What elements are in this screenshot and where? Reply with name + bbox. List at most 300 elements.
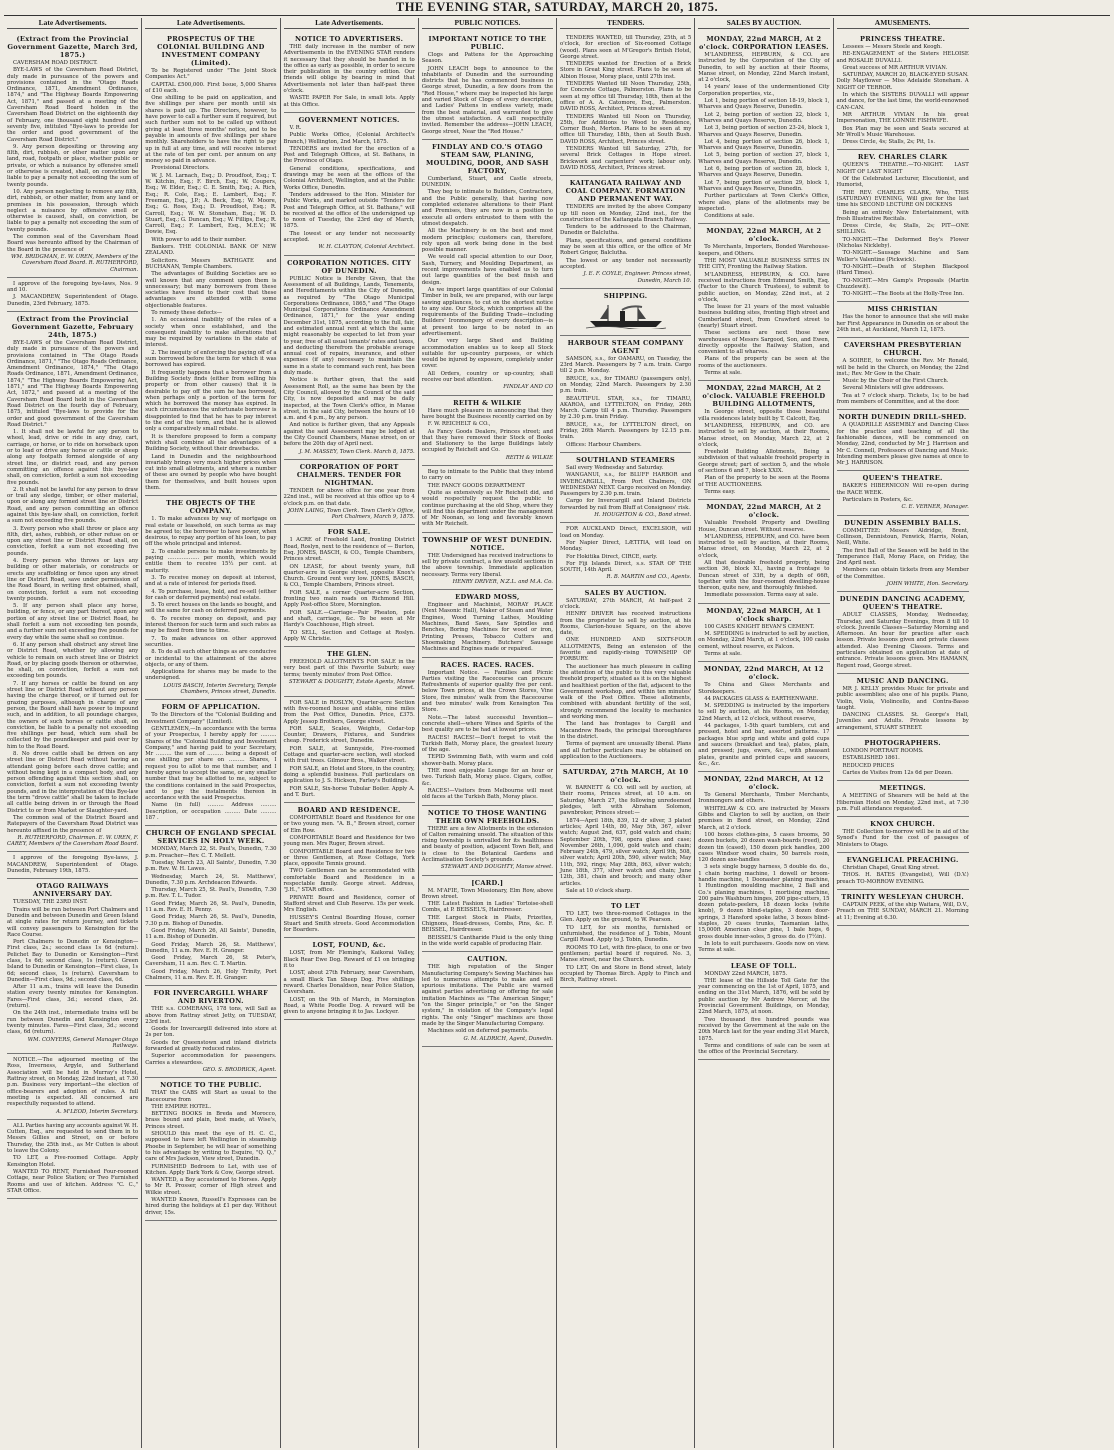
advertisement-text: It frequently happens that a borrower from a Building Society finds (either from selling his property or from other causes) that it is desirable to pay off the sum he has borrowed, when perhaps only a portion of the term for which he borrowed the money has expired. In such circumstances the unfortunate borrower is disappointed to find that he has to pay interest to the end of the term, and that he is allowed only a comparatively small rebate.	[145, 369, 277, 433]
advertisement-text: I approve of the foregoing bye-laws, Nos. 9 and 10.	[7, 280, 139, 294]
advertisement-text: Of the Celebrated Lecturer, Elocutionist, and Humorist,	[836, 176, 969, 189]
advertisement-text: TEPID Swimming Bath, with warm and cold shower-bath. Moray place.	[421, 754, 553, 767]
advertisement-text: HUSSEY'S Central Boarding House, corner Stuart and Smith streets. Good Accommodation for Boarders.	[283, 914, 415, 934]
advertisement-text: THE most enjoyable Lounge for an hour or two. Turkish Bath, Moray place. Cigars, coffee, &c.	[421, 768, 553, 787]
advertisement-text: Lot 5, being portion of section 27, block 1, Wharves and Quays Reserve, Dunedin.	[698, 152, 830, 165]
advertisement	[560, 523, 691, 585]
advertisement-text: All the Machinery is on the best and most modern principles; customers can, therefore, rely upon all work being done in the best possible manner.	[421, 228, 553, 254]
advertisement-title: FOR INVERCARGILL WHARF AND RIVERTON.	[153, 989, 269, 1006]
advertisement-text: Clogs and Pattens for the Approaching Season.	[421, 52, 553, 65]
advertisement-text: The first Ball of the Season will be held in the Temperance Hall, Moray Place, on Friday, the 2nd April next.	[836, 547, 969, 567]
advertisement-text: 5. To erect houses on the lands so bought, and sell the same for cash on deferred payments.	[145, 602, 277, 615]
advertisement-title: DUNEDIN ASSEMBLY BALLS.	[844, 518, 962, 527]
advertisement-text: As Fancy Goods Dealers, Princes street; and that they have removed their Stock of Books and Stationery to the large Buildings lately occupied by Reichelt and Co.	[421, 428, 553, 454]
column-heading: Late Advertisements.	[7, 18, 138, 29]
advertisement-text: TO-NIGHT.—Mrs Gamp's Proposals (Martin Chuzzlewit).	[836, 277, 969, 290]
advertisement-text: SAMSON, s.s., for OAMARU, on Tuesday, the 23rd March. Passengers by 7 a.m. train. Cargo till 2 p.m. Monday.	[560, 355, 692, 375]
advertisement	[560, 32, 691, 176]
advertisement-text: 2. To enable persons to make investments by paying ……………… per month, which would entitle them to receive 15½ per cent. at maturity.	[145, 548, 277, 574]
advertisement-title: CAUTION.	[467, 955, 508, 964]
advertisement-title: THE OBJECTS OF THE COMPANY.	[166, 499, 256, 516]
advertisement-text: BRUCE, s.s., for LYTTELTON direct, on Friday, 26th March. Passengers by 12.15 p.m. train.	[560, 421, 692, 441]
advertisement	[837, 592, 969, 674]
advertisement-text: Terms and conditions of sale can be seen at the office of the Provincial Secretary.	[698, 1042, 830, 1056]
advertisement-text: To General Merchants, Timber Merchants, Ironmongers and others.	[698, 792, 830, 805]
advertisement-text: Being an entirely New Entertainment, with fresh Illustrative Recitals.	[836, 209, 969, 222]
advertisement-text: The advantages of Building Societies are so well known that any comment upon them is unnecessary; but many borrowers from these societies have found to their cost that these advantages are attended with some objectionable features.	[145, 271, 277, 309]
advertisement-text: BYE-LAWS of the Caversham Road District, duly made in pursuance of the powers and provisions contained in the "Otago Roads Ordinance, 1871, Amendment Ordinance, 1874," and "The Highway Boards Empowering Act, 1871," and passed at a meeting of the Caversham Road Board holden in the Caversham Road District on the eighteenth day of February, one thousand eight hundred and seventy five, intituled "Bye-laws to provide for the order and good government of the Caversham Road District."	[7, 67, 139, 143]
advertisement-text: COMFORTABLE Board and Residence for one or two young men. "A. B.," Brown street, corner of Elm Row.	[283, 815, 415, 834]
advertisement-text: TENDERS Wanted till Saturday, 27th, for several Brick Cottages in Hope street. Brickwork and carpenters' work; labour only. DAVID ROSS, Architect, Princes street.	[560, 146, 692, 171]
advertisement-text: Engineer and Machinist, MORAY PLACE (Next Masonic Hall), Maker of Steam and Water Engines, Wood Turning Lathes, Moulding Machines, Band Saws, Saw Spindles and Benches, Boring Machines for wood or iron, Printing Presses, Tobacco Cutters and Shoemaking Machinery. Butchers' Sausage Machines and Engines made or repaired.	[421, 602, 553, 653]
advertisement	[837, 338, 969, 410]
advertisement-text: Provisional Directors.	[151, 165, 210, 172]
advertisement-text: All Orders, country or up-country, shall receive our best attention.	[421, 370, 553, 384]
advertisement	[284, 460, 415, 525]
advertisement-text: 10. Any person neglecting to remove any filth, dirt, rubbish, or other matter, from any land or premises in his possession, through which neglect a nuisance by offensive smell or otherwise is caused, shall, on conviction, be liable to pay a penalty not exceeding the sum of twenty pounds.	[7, 188, 139, 233]
advertisement-text: Have much pleasure in announcing that they have bought the Business recently carried on by	[421, 407, 553, 420]
advertisement-text: Good Friday, March 26, Holy Trinity, Port Chalmers, 11 a.m. Rev. E. H. Granger.	[145, 968, 277, 981]
advertisement-text: Our very large Shed and Building accommodation enables us to keep all Stock suitable for up-country purposes, or which would be injured by exposure, completely under cover.	[421, 338, 553, 370]
advertisement	[837, 150, 969, 302]
advertisement-text: 100 boxes clothes-pins, 5 cases brooms, 50 dozen buckets, 20 dozen wash-boards (reed), 20 dozen tin (cased), 150 dozen pick handles, 200 cases Windsor wood chairs, 50 barrels rosin, 120 dozen axe-handles	[698, 831, 830, 864]
advertisement	[284, 803, 415, 938]
advertisement-text: COMFORTABLE Board and Residence for two young men. Mrs Ruger, Brown street.	[283, 834, 415, 848]
advertisement-signature: A. M'LEOD, Interim Secretary.	[56, 1108, 139, 1115]
advertisement-text: Bankers. THE COLONIAL BANK OF NEW ZEALAND.	[145, 244, 277, 257]
advertisement-text: Sail every Wednesday and Saturday.	[566, 464, 664, 471]
advertisement-title: FOR SALE.	[327, 528, 371, 537]
advertisement-signature: J. M. MASSEY, Town Clerk. March 8, 1875.	[299, 448, 415, 455]
advertisement-text: BEAUTIFUL STAR, s.s., for TIMARU, AKAROA, and LYTTELTON, on Friday, 26th March. Cargo till 4 p.m. Thursday. Passengers by 2.30 p.m. train Friday.	[560, 395, 692, 421]
advertisement-text: M. M'AFIE, Town Missionary, Elm Row, above Brown street.	[421, 887, 553, 900]
advertisement	[560, 336, 691, 453]
advertisement	[145, 1078, 276, 1221]
advertisement-title: MEETINGS.	[879, 784, 926, 793]
advertisement-text: J. MACANDREW, Superintendent of Otago. Dunedin, 23rd February, 1875.	[7, 294, 139, 307]
advertisement-text: THE Undersigned has received instructions to sell by private contract, a few unsold sections in the above township. Immediate application necessary. Terms very liberal.	[421, 552, 553, 578]
advertisement-text: Beg to intimate to the Public that they intend to carry on	[421, 469, 553, 482]
advertisement-text: THE Collection to-morrow will be in aid of the Synod's Fund for the cost of passages of Ministers to Otago.	[836, 829, 969, 848]
advertisement-text: Plans of the property can be seen at the rooms of the auctioneers.	[698, 356, 830, 369]
advertisement	[284, 647, 415, 696]
advertisement-text: LOST, about 27th February, near Caversham, a small Black Tan Sheep Dog. Five shillings reward. Charles Donaldson, near Police Station, Caversham.	[283, 970, 415, 996]
advertisement-title: SHIPPING.	[603, 291, 648, 300]
advertisement-text: The auctioneer has much pleasure in calling the attention of the public to this very valuable freehold property, situated as it is on the highest and healthiest portion of the flat, adjacent to the Government workshop, and within ten minutes' walk of the Post Office. These allotments, combined with abundant fertility of the soil, strongly recommend the locality to mechanics and working men.	[560, 663, 692, 721]
advertisement-text: Lot 7, being portion of section 29, block 1, Wharves and Quays Reserve, Dunedin.	[698, 179, 830, 192]
advertisement-signature: REITH & WILKIE	[505, 454, 553, 461]
advertisement-text: For Fiji Islands Direct, s.s. STAR OF THE SOUTH, 14th April.	[560, 560, 692, 574]
advertisement-text: WASTE PAPER For Sale, in small lots. Apply at this Office.	[283, 95, 415, 108]
advertisement-text: THE EMPIRE HOTEL.	[151, 1103, 212, 1110]
advertisement-signature: FINDLAY AND CO	[503, 384, 553, 391]
advertisement-text: TO LET, for six months, furnished or unfurnished, the residence of J. Tobin, Mount Cargill Road. Apply to J. Tobin, Dunedin.	[560, 924, 692, 944]
advertisement-text: 6. To receive money on deposit, and pay interest thereon for such term and such rates as may be fixed from time to time.	[145, 615, 277, 635]
column-1	[4, 18, 142, 1448]
advertisement-text: F. W. REICHELT & CO.,	[427, 421, 491, 428]
advertisement-text: FOR AUCKLAND Direct, EXCELSIOR, will load on Monday.	[560, 526, 692, 539]
advertisement-text: We would call special attention to our Door, Sash, Turnery, and Moulding Department, as recent improvements have enabled us to turn out large quantities of the best finish and design.	[421, 254, 553, 286]
advertisement-text: 3. Every person who shall throw or place any filth, dirt, ashes, rubbish, or other refuse on or upon any street line or District Road shall, on conviction, forfeit a sum not exceeding five pounds.	[7, 525, 139, 557]
advertisement-text: ALL Parties having any accounts against W. H. Cutten, Esq., are requested to send them in to Messrs Gillies and Street, on or before Thursday, the 25th inst., as Mr Cutten is about to leave the Colony.	[7, 1122, 139, 1155]
advertisement-text: THE daily increase in the number of new Advertisements in the EVENING STAR renders it necessary that they should be handed in to the office as early as possible, in order to secure their publication in the country edition. Our friends will oblige by bearing in mind that Advertisements not later than half-past three o'clock.	[283, 44, 415, 95]
advertisement-text: Tenders addressed to the Hon. Minister for Public Works, and marked outside "Tenders for Post and Telegraph Office, at St. Bathans," will be received at the office of the undersigned up to noon of Tuesday, the 23rd day of March, 1875.	[283, 191, 415, 230]
advertisement-text: W. J. M. Larnach, Esq.; D. Proudfoot, Esq.; T. W. Kitchin, Esq.; F. Birch, Esq.; W. Coupers, Esq.; W. Elder, Esq.; C. E. Smith, Esq.; A. Rich, Esq.; R. Cole, Esq.; E. Lambert, Esq.; F. Freeman, Esq., J.P.; A. Beck, Esq.; W. Moore, Esq.; G. Ross, Esq.; D. Proudfoot, Esq.; R. Carroll, Esq.; W. W. Stoneham, Esq.; W. D. Stuart, Esq.; G. Duncan, Esq.; W. Fillips, Esq.; R. Carroll, Esq.; F. Lambert, Esq., M.E.V.; W. Dowie, Esq.	[145, 172, 277, 236]
advertisement	[7, 312, 138, 852]
advertisement-text: Cumberland, Stuart, and Castle streets, DUNEDIN.	[421, 175, 553, 189]
advertisement-text: 1 ACRE of Freehold Land, fronting District Road, Roslyn, next to the residence of — Burton, Esq. JONES, BASCH, & CO., Temple Chambers, Princes street.	[283, 537, 415, 563]
advertisement-title: LOST, FOUND, &c.	[312, 941, 386, 950]
advertisement-text: Thursday, March 25, St. Paul's, Dunedin, 7.30 p.m. Rev. T. L. Tudor.	[145, 887, 277, 900]
advertisement-text: LOST, on the 9th of March, in Mornington Road, a White Poodle Dog. A reward will be given to anyone bringing it to Jas. Lockyer.	[283, 996, 415, 1016]
advertisement-text: 4. Every person who throws or lays any building or other materials, or constructs or erects any scaffolding or fence upon any street line or District Road, save under permission of the Road Board, in writing first obtained, shall, on conviction, forfeit a sum not exceeding twenty pounds.	[7, 558, 139, 602]
advertisement-text: Sale at 10 o'clock sharp.	[566, 887, 632, 894]
advertisement-text: 1. An occasional inability of the rules of a society when once established, and the consequent inability to make alterations that may be required by variations in the state of interest.	[145, 317, 277, 349]
advertisement-text: FOR SALE, Scales, Weights, Cedar-top Counter, Drawers, Fixtures, and Sundries cheap. Frederick street, Dunedin.	[283, 725, 415, 745]
advertisement-text: Lot 4, being portion of section 26, block 1, Wharves and Quays Reserve, Dunedin.	[698, 138, 830, 152]
advertisement-text: Good Friday, March 26, All Saints', Dunedin, 11 a.m. Bishop of Dunedin.	[145, 927, 277, 941]
column-7	[834, 18, 972, 1448]
advertisement-text: Two thousand five hundred pounds was received by the Government at the sale on the 20th March last for the year ending 31st March, 1875.	[698, 1016, 830, 1042]
advertisement-text: BRUCE, s.s., for TIMARU (passengers only), on Monday, 22nd March. Passengers by 2.30 p.m. train.	[560, 375, 692, 395]
advertisement-text: CAPTAIN PEEK, of the ship Waitara, Will, D.V., Preach on THE SUNDAY, MARCH 21. Morning at 11; Evening at 6.30.	[836, 901, 969, 921]
advertisement	[560, 586, 691, 765]
advertisement-text: And notice is further given, that any Appeals against the said Assessment may be lodged at the City Council Chambers, Manse street, on or before the 20th day of April next.	[283, 422, 415, 448]
advertisement-text: Good Friday, March 26, St Peter's, Caversham, 11 a.m. Rev. C. T. Martin.	[145, 955, 277, 968]
advertisement	[698, 772, 829, 958]
advertisement-text: Box Plan may be seen and Seats secured at Mr Wroll's Music Warehouse.	[836, 125, 969, 138]
advertisement	[422, 140, 553, 396]
column-heading: Late Advertisements.	[145, 18, 276, 29]
advertisement-text: They beg to intimate to Builders, Contractors, and the Public generally, that having now completed extensive alterations to their Plant and Premises, they are now in a position to execute all orders entrusted to them with the utmost despatch.	[421, 189, 553, 227]
advertisement-text: Goods for Queenstown and inland districts forwarded at greatly reduced rates.	[145, 1039, 277, 1053]
advertisement-text: ROOMS TO Let, with fire-place, to one or two gentlemen; partial board if required. No. 3, Manse street, near the Church.	[560, 944, 692, 964]
advertisement-text: 7. To make advances on other approved securities.	[145, 635, 277, 648]
advertisement	[837, 674, 969, 736]
advertisement-text: M'LANDRESS, HEPBURN, & CO. have received instructions from Edmund Smith, Esq. (Factor to the Church Trustees), to submit to public auction, on Monday, 22nd inst., at 2 o'clock,	[698, 271, 830, 303]
advertisement	[422, 590, 553, 657]
advertisement	[422, 658, 553, 806]
advertisement	[284, 938, 415, 1020]
advertisement-signature: R. B. MARTIN and CO., Agents.	[606, 574, 692, 581]
advertisement-text: Cartes de Visites from 12s 6d per Dozen.	[842, 769, 953, 776]
advertisement-title: MONDAY, 22nd MARCH, At 12 o'clock.	[703, 665, 824, 682]
advertisement-text: Plan of the property to be seen at the Rooms of THE AUCTIONEERS.	[698, 475, 830, 488]
advertisement-text: 1874—April 18th, 839, 12 dr silver, 3 plated articles; April 14th, 80, May 5th, 367, silver watch; August 2nd, 637, gold watch and chain; September 20th, 798, opera glass and case; November 26th, 1,090, gold watch and chain; February 24th, 479, silver watch; April 9th, 508, silver watch; April 20th, 590, silver watch; May 11th, 592, rings; May 28th, 863, silver watch; June 18th, 377, silver watch and chain; June 12th, 381, chain and brooch; and many other articles.	[560, 817, 692, 887]
column-heading: Late Advertisements.	[284, 18, 415, 29]
advertisement-text: To Merchants, Importers, Bonded Warehouse-keepers, and Others.	[698, 244, 830, 257]
advertisement-text: A SOIREE, to welcome the Rev. Mr Ronald, will be held in the Church, on Monday, the 22nd inst.; Rev. Mr Gow in the Chair.	[836, 358, 969, 377]
advertisement-text: A QUADRILLE ASSEMBLY and Dancing Class for the practice and teaching of all the fashionable dances, will be commenced on Monday, 22nd, conducted by Mr J. Harrison and Mr C. Connell, Professors of Dancing and Music. Intending members please give names at once to Mr J. HARRISON.	[836, 422, 969, 467]
advertisement-text: Lot 6, being portion of section 28, block 1, Wharves and Quays Reserve, Dunedin.	[698, 166, 830, 179]
advertisement	[7, 879, 138, 1054]
advertisement-signature: STEWART AND DOUGHTY, Manse street.	[440, 864, 553, 871]
advertisement-text: QUEEN'S THEATRE.—TO-NIGHT. LAST NIGHT OF LAST NIGHT	[836, 162, 969, 175]
advertisement-text: Name (in full) ……… Address ……… Description, or occupation ……… Date ……… 187 .	[145, 802, 277, 822]
advertisement-title: GOVERNMENT NOTICES.	[298, 115, 400, 124]
advertisement-text: Important Notice. — Families and Picnic Parties visiting the Racecourse can procure Refreshments of superior quality five per cent. below Town prices, at the Crown Stores, Vine Store, five minutes' walk from the Racecourse and two minutes' walk from Kensington Tea Store.	[421, 669, 553, 714]
advertisement-text: TO-NIGHT.—Sausage Machine and Sam Weller's Valentine (Pickwick).	[836, 250, 969, 263]
advertisement-signature: STEWART & DOUGHTY, Estate Agents, Manse street.	[288, 679, 415, 692]
advertisement-title: FORM OF APPLICATION.	[161, 703, 261, 712]
advertisement-text: On the 24th inst., intermediate trains will be run between Dunedin and Kensington every twenty minutes. Fares—First class, 3d.; second class, 6d (return).	[7, 1010, 139, 1036]
advertisement-text: 7. If any horses or cattle be found on any street line or District Road without any person having the charge thereof, or if turned out for grazing purposes, although in charge of any person, the Board shall have power to impound such, and in addition, to all poundage charges, the owners of such horses or cattle shall, on conviction, be liable to a penalty not exceeding five shillings per head, which sum shall be collected by the poundkeeper and paid over by him to the Road Board.	[7, 680, 139, 750]
advertisement-title: EDWARD MOSS,	[455, 593, 520, 602]
advertisement-text: MR J. KELLY provides Music for private and public assemblies; also one of his pupils. Piano, Violin, Viola, Violincello, and Contra-Basso taught.	[836, 685, 969, 711]
advertisement-text: TO LET, a Five-roomed Cottage. Apply Kensington Hotel.	[7, 1155, 139, 1168]
advertisement-title: EVANGELICAL PREACHING.	[846, 856, 959, 865]
advertisement-title: NORTH DUNEDIN DRILL-SHED.	[838, 413, 967, 422]
advertisement-text: NOTICE.—The adjourned meeting of the Ross, Inverness, Argyle, and Sutherland Association will be held in Murray's Hotel, Rattray street, on Monday, 22nd instant, at 7.30 p.m. Business very important—the election of office-bearers and adoption of rules. A full meeting is expected. All concerned are respectfully requested to attend.	[7, 1057, 139, 1108]
advertisement-text: THE REV. CHARLES CLARK, Who, THIS (SATURDAY) EVENING, Will give for the last time his SECOND LECTURE ON DICKENS	[836, 189, 969, 209]
steamship-illustration	[586, 303, 666, 329]
column-heading: PUBLIC NOTICES.	[422, 18, 553, 29]
advertisement-text: Good Friday, March 26, St. Matthews', Dunedin, 11 a.m. Rev. E. H. Granger.	[145, 941, 277, 954]
columns	[4, 18, 1110, 1448]
advertisement-text: 3 sets single buggy harness, 5 double do. do., 1 chain boring machine, 1 dowell or broom-handle machine, 1 Doonaster planing machine, 1 Huntingdon moulding machine, 2 Ball and Co.'s planing machines, 1 mortising machine, 200 pairs Washburn hinges, 200 pipe-cutters, 15 dozen potato-peelers, 18 dozen locks (white knob), 9 dozen blind-staples, 3 dozen door-springs, 3 Hansford spoke lathe, 3 boxes blind-staples, 20 cases trunks, Tasmanian laths, 15,000ft American clear pine, 1 bale hops, 6 gross double inner-soles, 5 gross do. do (7½in).	[698, 864, 830, 940]
advertisement-text: LOST, from Mr Fleming's, Kaikorai Valley, Black Rear Ewe Dog. Reward of £1 on bringing it to	[283, 950, 415, 970]
advertisement-text: In which the SISTERS DUVALLI will appear and dance, for the last time, the world-renowned CAN-CAN.	[836, 92, 969, 111]
advertisement-signature: WM. BRIDGMAN, E. W. UREN, Members of the Caversham Road Board. R. RUTHERFORD, Chairman.	[11, 253, 139, 273]
advertisement-text: FREEHOLD ALLOTMENTS FOR SALE in the very best part of this Favorite Suburb; easy terms; twenty minutes' from Post Office.	[283, 659, 415, 678]
advertisement-text: RACES!—Visitors from Melbourne will meet old faces at the Turkish Bath, Moray place.	[421, 787, 553, 801]
advertisement-title: NOTICE TO ADVERTISERS.	[295, 35, 404, 43]
advertisement-text: 8. No drove cattle shall be driven on any street line or District Road without having an attendant going before each drove cattle; and without being kept in a compact body, and any person offending against this section shall, on conviction, forfeit a sum not exceeding twenty pounds, and in the interpretation of this Bye-law the term "drove cattle" shall be taken to include all cattle being driven in or through the Road District to or from Market or Slaughter-yard.	[7, 750, 139, 814]
advertisement-text: SATURDAY, 27th MARCH, At half-past 2 o'clock.	[560, 597, 692, 610]
advertisement-title: IMPORTANT NOTICE TO THE PUBLIC.	[428, 35, 547, 51]
advertisement-text: Trains will be run between Port Chalmers and Dunedin and between Dunedin and Green Island at single rates for return journey, and tickets will convey passengers to Kensington for the Race Course.	[7, 906, 139, 938]
advertisement-title: DUNEDIN DANCING ACADEMY, QUEEN'S THEATRE.	[839, 595, 966, 612]
advertisement-title: THE GLEN.	[326, 650, 372, 659]
column-2	[142, 18, 280, 1448]
masthead: THE EVENING STAR, SATURDAY, MARCH 20, 1875.	[395, 0, 719, 14]
advertisement-title: [CARD.]	[471, 878, 504, 887]
advertisement	[7, 852, 138, 879]
advertisement	[698, 500, 829, 604]
advertisement-text: CAPITAL £500,000. First Issue, 5,000 Shares of £10 each.	[145, 81, 277, 94]
advertisement	[698, 381, 829, 500]
advertisement-text: TO-NIGHT.—The Deformed Boy's Flower (Nicholas Nickleby).	[836, 236, 969, 250]
advertisement-text: BYE-LAWS of the Caversham Road District, duly made in pursuance of the powers and provisions contained in "The Otago Roads Ordinance, 1871," "The Otago Roads Ordinance, Amendment Ordinance, 1874," "The Otago Roads Ordinance, 1871, Amendment Ordinance, 1874," "The Highway Boards Empowering Act, 1871," and "The Highway Boards Empowering Act, 1872," and passed at a meeting of the Caversham Road Board held in the Caversham Road District on the fourth day of February, 1875, intituled "Bye-laws to provide for the order and good government of the Caversham Road District."	[7, 339, 139, 428]
advertisement	[284, 525, 415, 647]
advertisement-text: Further particulars at Town Clerk's Office, where also, plans of the allotments may be inspected.	[698, 193, 830, 212]
advertisement-text: To China and Glass Merchants and Storekeepers.	[698, 682, 830, 695]
advertisement-text: Particulars in Posters, &c.	[842, 497, 913, 504]
advertisement-title: LEASE OF TOLL.	[730, 961, 797, 970]
advertisement-text: THE s.s. COMERANG, 178 tons, will Sail as above from Rattray street Jetty, on TUESDAY, 23rd inst.	[145, 1006, 277, 1025]
advertisement-text: BAKER'S HIBERNICON Will re-open during the RACE WEEK.	[836, 483, 969, 496]
advertisement-text: Offices: Harbour Chambers.	[566, 441, 642, 448]
advertisement-text: TENDERS are invited for the erection of a Post and Telegraph Offices, at St. Bathans, in the Province of Otago.	[283, 145, 415, 165]
advertisement	[560, 453, 691, 523]
advertisement-title: QUEEN'S THEATRE.	[862, 474, 943, 483]
advertisement-signature: H. HOUGHTON & CO., Bond street.	[594, 512, 692, 519]
advertisement	[145, 826, 276, 986]
advertisement-text: TENDERS wanted for Erection of a Brick Store in Great King street. Plans to be seen at Albion House, Moray place, until 27th inst.	[560, 61, 692, 80]
column-6	[695, 18, 833, 1448]
advertisement	[422, 806, 553, 876]
advertisement-signature: JOHN LAING, Town Clerk. Town Clerk's Office, Port Chalmers, March 9, 1875.	[287, 507, 415, 521]
advertisement-title: PROSPECTUS OF THE COLONIAL BUILDING AND INVESTMENT COMPANY (Limited).	[157, 35, 265, 67]
advertisement-text: FOR SALE in ROSLYN, Quarter-acre Section with five-roomed house and stable, nine miles from the Post Office, Dunedin. Price, £375. Apply Jessop Brothers, George street.	[283, 699, 415, 725]
advertisement-text: TENDERS Wanted till Noon on Thursday, 25th, for Additions to Wood to Residence, Corner Bush, Merton. Plans to be seen at my office till Thursday, 18th, then at South Bush. DAVID ROSS, Architect, Princes street.	[560, 113, 692, 145]
masthead-rule	[4, 15, 1110, 16]
advertisement-text: A MEETING of Shearers will be held at the Hibernian Hotel on Monday, 22nd inst., at 7.30 p.m. Full attendance requested.	[836, 793, 969, 812]
advertisement-text: Several Ministers will give addresses.	[842, 385, 945, 392]
advertisement	[698, 604, 829, 662]
advertisement	[422, 32, 553, 140]
advertisement-title: PHOTOGRAPHERS.	[864, 739, 941, 748]
advertisement-title: REV. CHARLES CLARK	[857, 153, 948, 162]
advertisement-text: Cargo for Invercargill and Inland Districts forwarded by rail from Bluff at Consignees' risk.	[560, 498, 692, 511]
advertisement-title: CAVERSHAM PRESBYTERIAN CHURCH.	[843, 341, 962, 358]
advertisement-text: The lowest or any tender not necessarily accepted.	[283, 230, 415, 244]
advertisement-text: TUESDAY, THE 23RD INST.	[13, 899, 88, 906]
advertisement-text: TO LET, On and Store in Bond street, lately occupied by Thomas Birch. Apply to Finch and Birch, Rattray street.	[560, 964, 692, 984]
advertisement	[145, 496, 276, 700]
advertisement-text: Lot 3, being portion of section 23-24, block 1, Wharves and Quays Reserve, Dunedin.	[698, 125, 830, 138]
advertisement-text: ESTABLISHED 1861.	[842, 755, 900, 762]
advertisement-signature: C. E. VERNER, Manager.	[901, 504, 969, 511]
advertisement-text: ONE HUNDRED AND SIXTY-FOUR ALLOTMENTS, Being an extension of the favorite and rapidly-rising TOWNSHIP OF FORBURY.	[560, 637, 692, 663]
advertisement	[7, 278, 138, 312]
advertisement-title: SALES BY AUCTION.	[584, 588, 667, 597]
advertisement-text: TENDERS are invited by the above Company up till noon on Monday, 22nd inst., for the construction of the Kaitangata Branch Railway.	[560, 204, 692, 223]
advertisement-text: 100 CASES KNIGHT BEVAN'S CEMENT.	[704, 623, 815, 630]
advertisement-text: These sections are next those new warehouses of Messrs Sargood, Son, and Ewen, directly opposite the Railway Station, and convenient to all wharves.	[698, 330, 830, 356]
advertisement-text: Plans, specifications, and general conditions may be seen at this office, or the office of Mr Robert Grigor, Balclutha.	[560, 237, 692, 257]
advertisement-text: As we import large quantities of our Colonial Timber in bulk, we are prepared, with our large sawing appliances, to cut on the shortest notice to any size. Our Stock, which comprises all the requirements of the Building Trade—including Builders' Ironmongery of every description—is at present too large to be noted in an advertisement.	[421, 286, 553, 337]
advertisement-text: 4. To purchase, lease, hold, and re-sell (either for cash or deferred payments) real estate.	[145, 588, 277, 601]
advertisement-text: 2. It shall not be lawful for any person to draw or trail any sledge, timber, or other material, upon or along any formed street line or District Road, and any person committing an offence against this bye-law shall, on conviction, forfeit a sum not exceeding five pounds.	[7, 486, 139, 525]
advertisement-title: MISS CHRISTIAN	[867, 305, 938, 314]
advertisement	[837, 817, 969, 853]
advertisement-title: MUSIC AND DANCING.	[856, 676, 949, 685]
advertisement-title: MONDAY, 22nd MARCH, At 12 o'clock.	[703, 775, 824, 792]
advertisement-text: FURNISHED Bedroom to Let, with use of Kitchen. Apply Dark York & Cow, George street.	[145, 1163, 277, 1176]
advertisement	[837, 890, 969, 926]
advertisement-text: ON LEASE, for about twenty years, full quarter-acre in George street, opposite Knox's Church. Ground rent very low. JONES, BASCH, & CO., Temple Chambers, Princes street.	[283, 563, 415, 589]
column-heading: SALES BY AUCTION.	[698, 18, 829, 29]
advertisement-text: M. SPEDDING is instructed to sell by auction, on Monday, 22nd March, at 1 o'clock, 100 casks cement, without reserve, ex Falcon.	[698, 631, 830, 650]
advertisement-text: HENRY DRIVER has received instructions from the proprietor to sell by auction, at his Rooms, Clarion-house Square, on the above date,	[560, 611, 692, 637]
advertisement-text: M'LANDRESS, HEPBURN, and CO. are instructed to sell by auction, at their Rooms, Manse street, on Monday, March 22, at 2 o'clock,	[698, 422, 830, 448]
advertisement-text: For Hokitika Direct, CIRCE, early.	[566, 553, 658, 560]
advertisement	[422, 396, 553, 466]
advertisement-text: I approve of the foregoing Bye-laws, J. MACANDREW, Superintendent of Otago. Dunedin, February 19th, 1875.	[7, 855, 139, 875]
advertisement-title: TO LET	[610, 902, 641, 911]
advertisement-text: TO-NIGHT.—Death of Stephen Blackpool (Hard Times).	[836, 263, 969, 277]
advertisement-title: NOTICE TO THOSE WANTING THEIR OWN FREEHOLDS.	[427, 808, 547, 825]
advertisement-signature: J. E. F. COYLE, Engineer. Princes street, Dunedin, March 10.	[583, 271, 692, 284]
advertisement-text: 3. To receive money on deposit at interest, and at a rate of interest for periods fixed.	[145, 574, 277, 588]
advertisement	[698, 32, 829, 224]
advertisement-text: Good Friday, March 26, St. Paul's, Dunedin, 7.30 p.m. Bishop of Dunedin.	[145, 914, 277, 927]
advertisement-text: WANGANUI, s.s., for BLUFF HARBOR and INVERCARGILL, From Port Chalmers, ON WEDNESDAY NEXT. Cargo received on Monday. Passengers by 2.30 p.m. train.	[560, 472, 692, 498]
advertisement	[560, 289, 691, 336]
advertisement-text: It is therefore proposed to form a company which shall combine all the advantages of a Building Society, without their drawbacks.	[145, 433, 277, 453]
advertisement-text: THERE are a few Allotments in the extension of Calton remaining unsold. The situation of this rising township is unrivalled for its healthiness and beauty of position, adjacent Town Belt, and is close to the Botanical Gardens and Acclimatisation Society's grounds.	[421, 825, 553, 863]
advertisement-title: MONDAY, 22nd MARCH, At 2 o'clock. CORPORATION LEASES.	[698, 35, 829, 51]
advertisement-text: WANTED TO RENT, Furnished Four-roomed Cottage, near Police Station; or Two Furnished Rooms and use of kitchen. Address "C. C.," STAR Office.	[7, 1168, 139, 1194]
advertisement-text: ADULT CLASSES, Monday, Wednesday, Thursday, and Saturday Evenings, from 8 till 10 o'clock. Juvenile Classes—Saturday Morning and Afternoon. An hour for practice after each lesson. Private lessons given and private classes attended. Also Evening Classes. Terms and particulars obtained on application at date of entrance. Private lessons given. Mrs HAMANN, Regent road, George street.	[836, 612, 969, 669]
advertisement	[698, 959, 829, 1061]
advertisement	[7, 1120, 138, 1199]
advertisement-text: RACES! RACES!—Don't forget to visit the Turkish Bath, Moray place, the greatest luxury of the age.	[421, 734, 553, 754]
advertisement-text: All that desirable freehold property, being section 36, block XI., having a frontage to Duncan street of 33ft, by a depth of 66ft, together with the four-roomed dwelling-house thereon, quite new, and thoroughly finished.	[698, 560, 830, 592]
advertisement	[422, 466, 553, 533]
advertisement-text: Music by the Choir of the First Church.	[842, 378, 949, 385]
advertisement-text: TENDERS WANTED, till Thursday, 25th, at 5 o'clock, for erection of Six-roomed Cottage (wood). Plans seen at M'Gregor's British Hotel, George street.	[560, 35, 692, 60]
advertisement-title: TOWNSHIP OF WEST DUNEDIN. NOTICE.	[422, 535, 552, 552]
advertisement-signature: HENRY DRIVER, N.Z.L. and M.A. Co.	[452, 578, 553, 585]
advertisement-text: Land in Dunedin and the neighbourhood invariably brings very much higher prices when cut into small allotments, and where a number of these are owned by people who have bought them for themselves, and built houses upon them.	[145, 453, 277, 491]
advertisement	[422, 876, 553, 953]
advertisement-text: MONDAY 22nd MARCH, 1875.	[704, 970, 788, 977]
advertisement-text: TENDER for above office for one year from 22nd inst., will be received at this office up to 4 o'clock p.m. on that date.	[283, 487, 415, 507]
advertisement-text: Goods for Invercargill delivered into store at 2s per ton.	[145, 1026, 277, 1039]
advertisement-text: Solicitors. Messrs BATHGATE and BUCHANAN, Temple Chambers.	[145, 257, 277, 270]
advertisement-title: KAITANGATA RAILWAY AND COAL COMPANY. FORMATION AND PERMANENT WAY.	[565, 179, 686, 204]
advertisement-text: WANTED, a Boy accustomed to Horses. Apply to Mr R. Prosser, corner of High street and Wilkie street.	[145, 1177, 277, 1196]
advertisement-signature: WM. CONYERS, General Manager Otago Railways.	[27, 1036, 139, 1049]
advertisement-text: SHOULD this meet the eye of H. C. C., supposed to have left Wellington in steamship Phoebe in September, he will hear of something to his advantage by writing to Esquire, "Q. Q.," care of Mrs Jackson, View street, Dunedin.	[145, 1131, 277, 1163]
advertisement-text: JOHN LEACH begs to announce to the inhabitants of Dunedin and the surrounding districts that he has commenced business in George street, Dunedin, a few doors from the "Red House," where may be inspected his large and varied Stock of Clogs of every description, and Ladies' Pattens in endless variety, made from the best material, and warranted to give the utmost satisfaction. A call respectfully invited. Remember the address—JOHN LEACH, George street, Near the "Red House."	[421, 65, 553, 135]
advertisement-text: THOS. H. BATES (Evangelist), Will (D.V.) preach TO-MORROW EVENING.	[836, 872, 969, 885]
advertisement-text: Christian Chapel, Great King street.	[842, 865, 940, 872]
advertisement-text: PRIVATE Board and Residence, corner of Stafford street and Club Reserve. 15s per week. Mrs English.	[283, 894, 415, 914]
advertisement-text: The common seal of the Caversham Road Board was hereunto affixed by the Chairman of the Board in the presence of	[7, 234, 139, 253]
advertisement-title: KNOX CHURCH.	[870, 820, 936, 829]
advertisement-title: BOARD AND RESIDENCE.	[297, 806, 401, 815]
advertisement-text: THE MOST VALUABLE BUSINESS SITES IN THE CITY, Fronting the Railway Station.	[698, 258, 830, 271]
advertisement	[7, 1054, 138, 1120]
advertisement-text: THE FANCY GOODS DEPARTMENT	[427, 482, 525, 489]
advertisement-text: BETTING BOOKS in Breda and Morocco, brass bound and plain, best made, at Wise's, Princes street.	[145, 1111, 277, 1130]
advertisement	[284, 697, 415, 803]
advertisement-text: COMMITTEE: Messrs Aldridge, Brent, Collinson, Dennistoun, Fenwick, Harris, Nolan, Neill, White.	[836, 527, 969, 547]
advertisement-text: Notice is further given, that the said Assessment Roll, as the same has been by the City Council, allowed by the Council of the said City, is now deposited and may be daily inspected, at the Town Clerk's office, in Manse street, in the said City, between the hours of 10 a.m. and 4 p.m., by any person.	[283, 377, 415, 422]
advertisement-title: FINDLAY AND CO.'S OTAGO STEAM SAW, PLANING, MOULDING, DOOR, AND SASH FACTORY,	[426, 142, 549, 175]
advertisement-text: THE Latest Fashion in Ladies' Tortoise-shell Combs, at P. BEISSEL'S, Hairdresser.	[421, 901, 553, 914]
advertisement-text: Dress Circle, 4s; Stalls, 2s; PIT—ONE SHILLING.	[836, 223, 969, 236]
advertisement-title: CORPORATION OF PORT CHALMERS. TENDER FOR NIGHTMAN.	[296, 462, 402, 487]
advertisement	[7, 32, 138, 278]
advertisement-text: Conditions at sale.	[704, 213, 755, 220]
advertisement-title: MONDAY, 22nd MARCH, At 1 o'clock sharp.	[706, 606, 822, 623]
advertisement-title: MONDAY, 22nd MARCH, At 2 o'clock.	[706, 227, 822, 244]
advertisement-text: Lot 1, being portion of section 18-19, block 1, Wharves and Quays Reserve, Dunedin.	[698, 98, 830, 111]
advertisement	[837, 410, 969, 471]
advertisement-signature: R. RUTHERFORD, Chairman. E. W. UREN, F. CAREY, Members of the Caversham Road Board.	[7, 834, 139, 848]
advertisement-text: Members can obtain tickets from any Member of the Committee.	[836, 567, 969, 580]
advertisement-text: 1. It shall not be lawful for any person to wheel, lead, drive or ride in any dray, cart, carriage, or horse, or to ride on horseback upon or to lead or drive any horse or cattle or sheep along any footpath formed alongside of any street line, or district road, and any person committing an offence against this bye-law shall, on conviction, forfeit a sum not exceeding five pounds.	[7, 429, 139, 486]
advertisement-title: PRINCESS THEATRE.	[860, 35, 946, 43]
advertisement-text: Terms at sale.	[704, 650, 742, 657]
advertisement-text: TWO Gentlemen can be accommodated with comfortable Board and Residence in a respectable family. George street. Address, "J.H.," STAR office.	[283, 868, 415, 894]
advertisement-title: HARBOUR STEAM COMPANY AGENT	[567, 338, 684, 355]
advertisement-text: FOR SALE, a corner Quarter-acre Section, fronting two main roads on Richmond Hill. Apply Post-office Store, Mornington.	[283, 589, 415, 609]
advertisement-text: BEISSEL'S Cantharide Fluid is the only thing in the wide world capable of producing Hair.	[421, 934, 553, 947]
advertisement-text: Lot 2, being portion of section 22, block 1, Wharves and Quays Reserve, Dunedin.	[698, 111, 830, 124]
advertisement-text: COMFORTABLE Board and Residence for two or three Gentlemen, at Rose Cottage, York place, opposite Tennis ground.	[283, 848, 415, 868]
advertisement	[837, 32, 969, 150]
advertisement-text: 8. To do all such other things as are conducive or incidental to the attainment of the above objects, or any of them.	[145, 649, 277, 668]
advertisement-text: Freehold Building Allotments, Being a subdivision of that valuable freehold property in George street; part of section 5, and the whole of sections 6 and 7, block XXIX.	[698, 449, 830, 475]
advertisement-text: RE-ENGAGEMENT of the Sisters HELOISE and ROSALIE DUVALLI.	[836, 51, 969, 64]
advertisement-text: 9. Any person depositing or throwing any filth, dirt, rubbish, or other matter upon any land, road, footpath or place, whether public or private, or which a nuisance by offensive smell or otherwise is created, shall, on conviction be liable to pay a penalty not exceeding the sum of twenty pounds.	[7, 143, 139, 188]
advertisement-text: THAT the CABS will Start as usual to the Racecourse from	[145, 1090, 277, 1103]
